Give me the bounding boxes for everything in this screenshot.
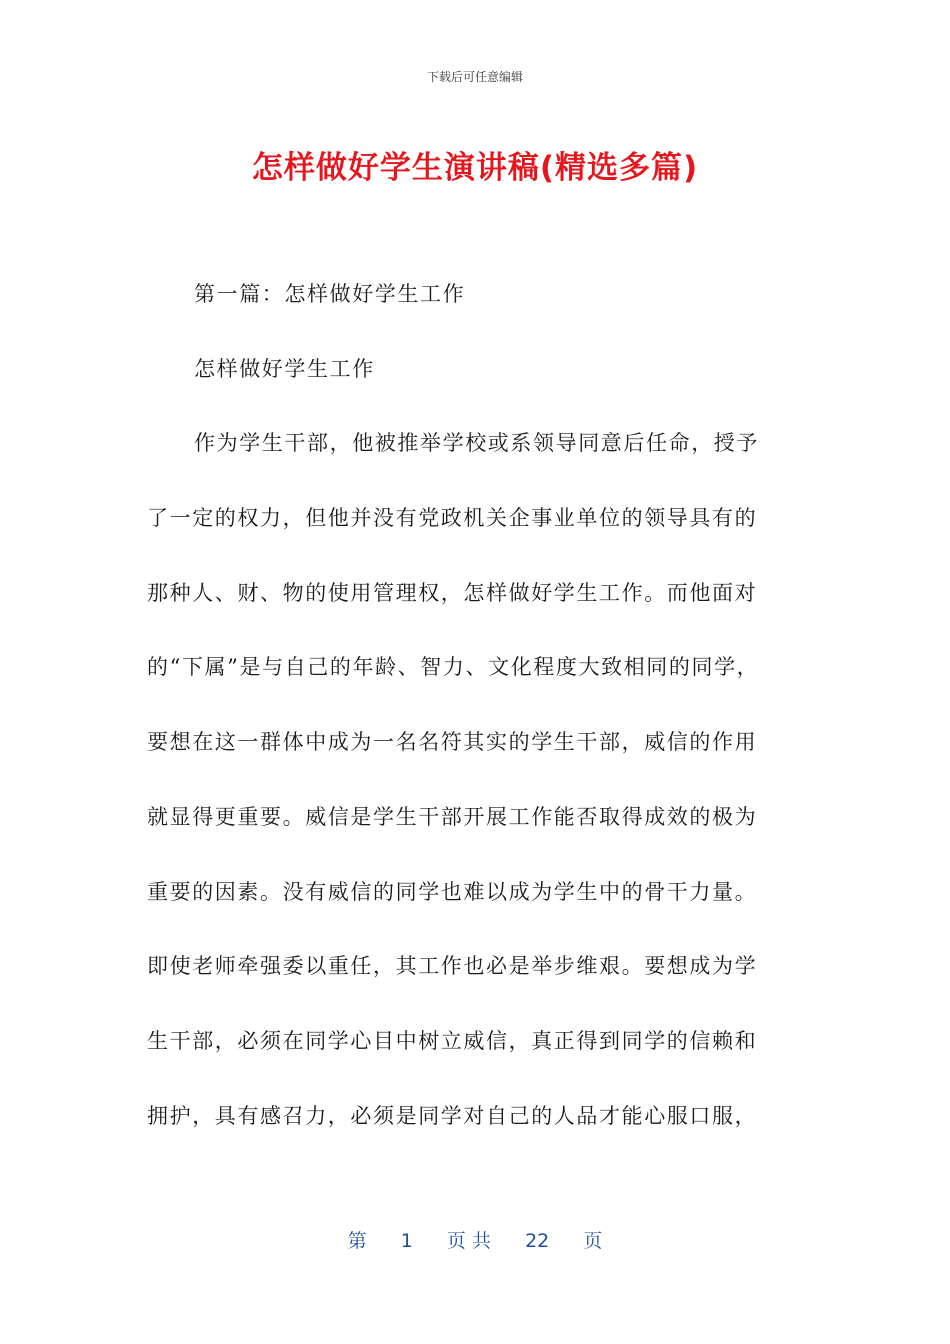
paragraph-line: 作为学生干部，他被推举学校或系领导同意后任命，授予 [194, 431, 759, 456]
section-subheading: 怎样做好学生工作 [194, 356, 375, 381]
total-pages-number: 22 [525, 1230, 550, 1252]
paragraph-line: 了一定的权力，但他并没有党政机关企事业单位的领导具有的 [147, 506, 758, 531]
page-footer [0, 1226, 950, 1253]
document-body [147, 270, 807, 1166]
paragraph-line: 拥护，具有感召力，必须是同学对自己的人品才能心服口服， [147, 1103, 758, 1128]
paragraph-line: 要想在这一群体中成为一名名符其实的学生干部，威信的作用 [147, 730, 758, 755]
paragraph-line: 生干部，必须在同学心目中树立威信，真正得到同学的信赖和 [147, 1028, 758, 1053]
header-note: 下载后可任意编辑 [426, 70, 523, 84]
paragraph-line: 即使老师牵强委以重任，其工作也必是举步维艰。要想成为学 [147, 954, 758, 979]
paragraph-line: 那种人、财、物的使用管理权，怎样做好学生工作。而他面对 [147, 580, 758, 605]
footer-middle: 页 共 [446, 1230, 491, 1252]
document-title: 怎样做好学生演讲稿(精选多篇) [251, 150, 699, 186]
footer-suffix: 页 [583, 1230, 603, 1252]
section-heading: 第一篇：怎样做好学生工作 [194, 282, 466, 306]
paragraph-line: 就显得更重要。威信是学生干部开展工作能否取得成效的极为 [147, 804, 758, 829]
paragraph-line: 的“下属”是与自己的年龄、智力、文化程度大致相同的同学， [147, 655, 760, 680]
footer-prefix: 第 [347, 1230, 367, 1252]
paragraph-line: 重要的因素。没有威信的同学也难以成为学生中的骨干力量。 [147, 879, 758, 904]
current-page-number: 1 [400, 1230, 413, 1252]
